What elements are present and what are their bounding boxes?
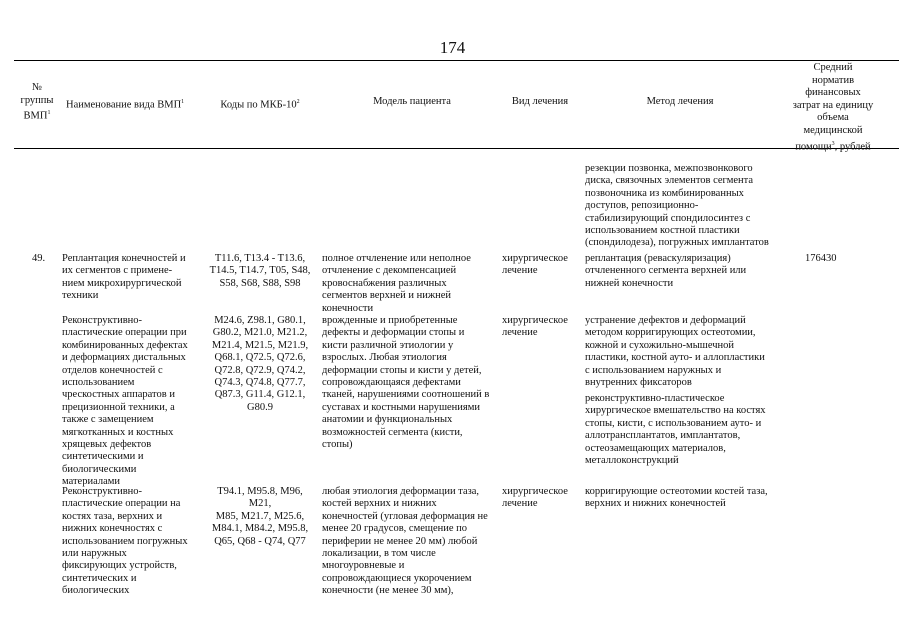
row-treatment-type: хирургическое лечение — [502, 253, 568, 277]
header-icd-codes: Коды по МКБ-$10^2$ — [220, 99, 300, 111]
row-icd-codes: T11.6, T13.4 - T13.6, T14.5, T14.7, T05, S48, S58, S68, S88, S98 — [209, 253, 311, 289]
header-vmp-name: Наименование вида ВМП$^1$ — [66, 99, 185, 111]
row-group-number: 49. — [32, 253, 46, 264]
header-group-number: № группы ВМП$^1$ — [20, 82, 54, 122]
header-patient-model: Модель пациента — [373, 96, 451, 107]
row-treatment-method: устранение дефектов и деформаций методом корригирующих остеотомии, кожной и сухожильно-мышечной пластики, костной ауто- и аллопластики с использованием наружных и внутренних фиксаторов — [585, 315, 765, 389]
row-treatment-type: хирургическое лечение — [502, 486, 568, 510]
row-icd-codes: M24.6, Z98.1, G80.1, G80.2, M21.0, M21.2, M21.4, M21.5, M21.9, Q68.1, Q72.5, Q72.6, Q72.8, Q72.9, Q74.2, Q74.3, Q74.8, Q77.7, Q87.3, G11.4, G12.1, G80.9 — [211, 315, 309, 413]
row-patient-model: полное отчленение или неполное отчленение с декомпенсацией кровоснабжения различных сегментов верхней и нижней конечности — [322, 253, 471, 314]
row-patient-model: врожденные и приобретенные дефекты и деформации стопы и кисти различной этиологии у взрослых. Любая этиология деформации стопы и кисти у детей, сопровождающаяся дефектами тканей, нарушениями соотношений в суставах и костными нарушениями анатомии и функциональных возможностей сегмента (кисти, стопы) — [322, 315, 490, 451]
page-number: 174 — [439, 38, 466, 57]
continuation-method-text: резекции позвонка, межпозвонкового диска, связочных элементов сегмента позвоночника из комбинированных доступов, репозиционно- стабилизирующий спондилосинтез с использованием костной пластики (спондилодеза), погружных имплантатов — [585, 163, 769, 249]
header-treatment-type: Вид лечения — [511, 96, 569, 107]
row-treatment-method-alt: реконструктивно-пластическое хирургическое вмешательство на костях стопы, кисти, с использованием ауто- и аллотрансплантатов, имплантатов, остеозамещающих материалов, металлоконструкций — [585, 393, 766, 467]
row-treatment-method: корригирующие остеотомии костей таза, верхних и нижних конечностей — [585, 486, 768, 510]
header-treatment-method: Метод лечения — [646, 96, 714, 107]
row-vmp-name: Реконструктивно- пластические операции на костях таза, верхних и нижних конечностях с использованием погружных или наружных фиксирующих устройств, синтетических и биологических — [62, 486, 188, 597]
row-patient-model: любая этиология деформации таза, костей верхних и нижних конечностей (угловая деформация не менее 20 градусов, смещение по периферии не менее 20 мм) любой локализации, в том числе многоуровневые и сопровождающиеся укорочением конечности (не менее 30 мм), — [322, 486, 488, 597]
row-vmp-name: Реплантация конечностей и их сегментов с примене- нием микрохирургической техники — [62, 253, 186, 302]
row-treatment-type: хирургическое лечение — [502, 315, 568, 339]
header-bottom-rule — [14, 148, 899, 149]
header-top-rule — [14, 60, 899, 61]
header-cost: Средний норматив финансовых затрат на единицу объема медицинской помощи$^3$, рублей — [792, 62, 874, 153]
row-treatment-method: реплантация (реваскуляризация) отчлененного сегмента верхней или нижней конечности — [585, 253, 747, 289]
row-vmp-name: Реконструктивно- пластические операции при комбинированных дефектах и деформациях дистальных отделов конечностей с использованием чрескостных аппаратов и прецизионной техники, а также с замещением мягкотканных и костных хрящевых дефектов синтетическими и биологическими материалами — [62, 315, 188, 488]
row-icd-codes: T94.1, M95.8, M96, M21, M85, M21.7, M25.6, M84.1, M84.2, M95.8, Q65, Q68 - Q74, Q77 — [211, 486, 309, 547]
row-cost: 176430 — [805, 253, 837, 264]
